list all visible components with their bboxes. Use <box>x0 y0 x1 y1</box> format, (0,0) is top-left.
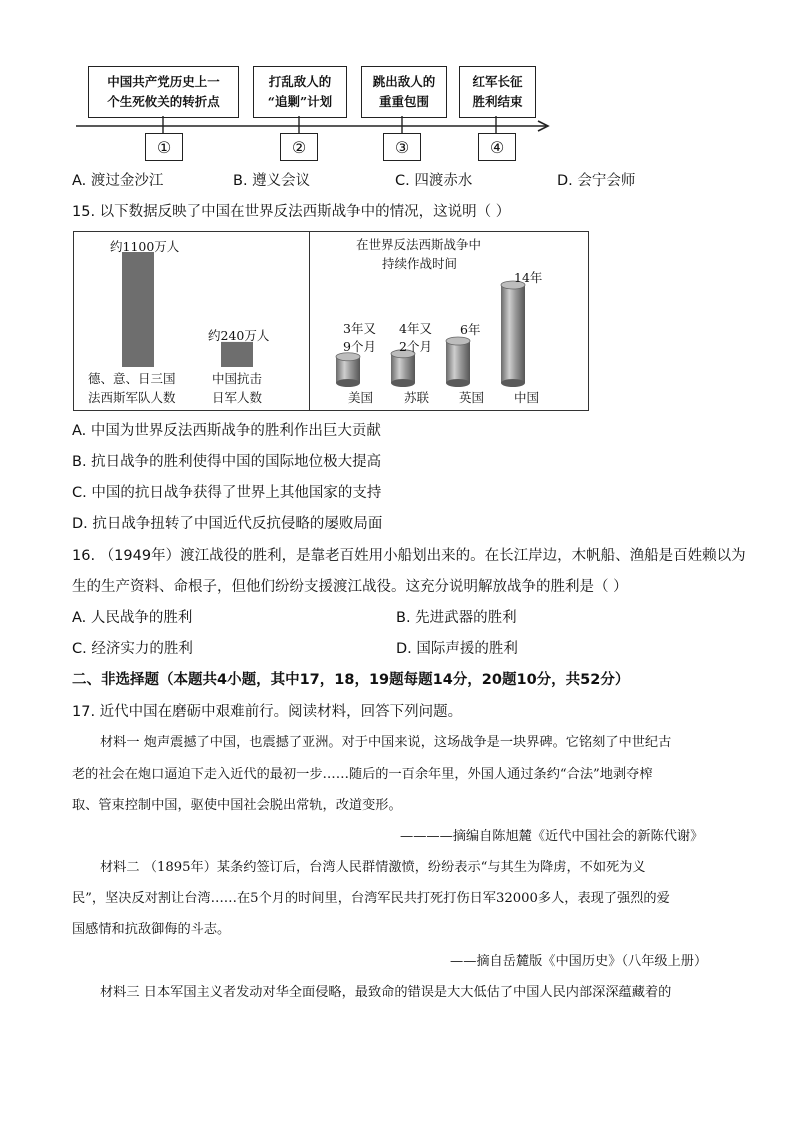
timeline-blank-1: ① <box>145 133 183 161</box>
cylinder-bar-3 <box>446 337 470 387</box>
material-source: ——摘自岳麓版《中国历史》（八年级上册） <box>450 954 708 969</box>
cylinder-bar-4 <box>501 281 525 387</box>
q15-option-b: B. 抗日战争的胜利使得中国的国际地位极大提高 <box>72 454 382 470</box>
q16-option-c: C. 经济实力的胜利 <box>72 641 193 657</box>
q14-option-a: A. 渡过金沙江 <box>72 173 164 189</box>
q15-chart-figure <box>73 231 589 411</box>
q17-stem: 17. 近代中国在磨砺中艰难前行。阅读材料，回答下列问题。 <box>72 704 463 720</box>
data-label: 2个月 <box>399 339 432 354</box>
q15-option-d: D. 抗日战争扭转了中国近代反抗侵略的屡败局面 <box>72 516 383 532</box>
material-text-line: 国感情和抗敌御侮的斗志。 <box>72 922 231 937</box>
q14-option-b: B. 遵义会议 <box>233 173 311 189</box>
timeline-event-box-1 <box>88 66 239 118</box>
section-heading: 二、非选择题（本题共4小题，其中17，18，19题每题14分，20题10分，共52分） <box>72 672 630 688</box>
q14-option-d: D. 会宁会师 <box>557 173 636 189</box>
timeline-event-box-2 <box>253 66 347 118</box>
q15-option-c: C. 中国的抗日战争获得了世界上其他国家的支持 <box>72 485 382 501</box>
q15-option-a: A. 中国为世界反法西斯战争的胜利作出巨大贡献 <box>72 423 381 439</box>
timeline-event-text: 个生死攸关的转折点 <box>107 94 220 109</box>
timeline-blank-4: ④ <box>478 133 516 161</box>
material-text-line: 材料三 日本军国主义者发动对华全面侵略，最致命的错误是大大低估了中国人民内部深深蕴藏着的 <box>100 985 672 1000</box>
data-label: 3年又 <box>343 321 376 336</box>
timeline-event-box-4 <box>459 66 536 118</box>
material-source: ————摘编自陈旭麓《近代中国社会的新陈代谢》 <box>400 829 704 844</box>
q16-option-a: A. 人民战争的胜利 <box>72 610 193 626</box>
timeline-event-text: 打乱敌人的 <box>268 74 332 89</box>
timeline-event-text: 胜利结束 <box>472 94 523 109</box>
chart-title: 持续作战时间 <box>382 256 458 271</box>
timeline-event-text: “追剿”计划 <box>267 94 333 109</box>
cylinder-bar-2 <box>391 350 415 387</box>
q16-stem-line2: 生的生产资料、命根子，但他们纷纷支援渡江战役。这充分说明解放战争的胜利是（ ） <box>72 579 628 595</box>
category-label: 法西斯军队人数 <box>88 390 176 405</box>
category-label: 美国 <box>348 390 374 405</box>
material-text-line: 民”，坚决反对割让台湾……在5个月的时间里，台湾军民共打死打伤日军32000多人，表现了强烈的爱 <box>72 891 670 906</box>
q16-option-d: D. 国际声援的胜利 <box>396 641 518 657</box>
timeline-event-text: 跳出敌人的 <box>372 74 436 89</box>
q16-option-b: B. 先进武器的胜利 <box>396 610 517 626</box>
category-label: 苏联 <box>404 390 430 405</box>
material-text-line: 取、管束控制中国，驱使中国社会脱出常轨，改道变形。 <box>72 798 402 813</box>
category-label: 中国 <box>514 390 540 405</box>
data-label: 9个月 <box>343 339 376 354</box>
timeline-event-text: 红军长征 <box>472 74 523 89</box>
q14-option-c: C. 四渡赤水 <box>395 173 473 189</box>
data-label: 14年 <box>514 270 543 285</box>
timeline-event-text: 中国共产党历史上一 <box>107 74 220 89</box>
q15-stem: 15. 以下数据反映了中国在世界反法西斯战争中的情况，这说明（ ） <box>72 204 511 220</box>
data-label: 约240万人 <box>208 328 270 343</box>
data-label: 4年又 <box>399 321 432 336</box>
timeline-event-box-3 <box>361 66 447 118</box>
material-text-line: 老的社会在炮口逼迫下走入近代的最初一步……随后的一百余年里，外国人通过条约“合法”地剥夺榨 <box>72 767 653 782</box>
category-label: 中国抗击 <box>212 371 263 386</box>
category-label: 德、意、日三国 <box>88 371 176 386</box>
cylinder-bar-1 <box>336 353 360 387</box>
category-label: 日军人数 <box>212 390 263 405</box>
timeline-blank-3: ③ <box>383 133 421 161</box>
category-label: 英国 <box>459 390 485 405</box>
material-text-line: 材料二 （1895年）某条约签订后，台湾人民群情激愤，纷纷表示“与其生为降虏，不如死为义 <box>100 860 646 875</box>
bar-2 <box>221 342 253 367</box>
chart-title: 在世界反法西斯战争中 <box>356 237 482 252</box>
data-label: 约1100万人 <box>110 239 180 254</box>
q16-stem-line1: 16. （1949年）渡江战役的胜利，是靠老百姓用小船划出来的。在长江岸边，木帆船、渔船是百姓赖以为 <box>72 548 746 564</box>
material-text-line: 材料一 炮声震撼了中国，也震撼了亚洲。对于中国来说，这场战争是一块界碑。它铭刻了中世纪古 <box>100 735 672 750</box>
bar-1 <box>122 252 154 367</box>
data-label: 6年 <box>460 322 481 337</box>
timeline-event-text: 重重包围 <box>378 94 429 109</box>
timeline-blank-2: ② <box>280 133 318 161</box>
